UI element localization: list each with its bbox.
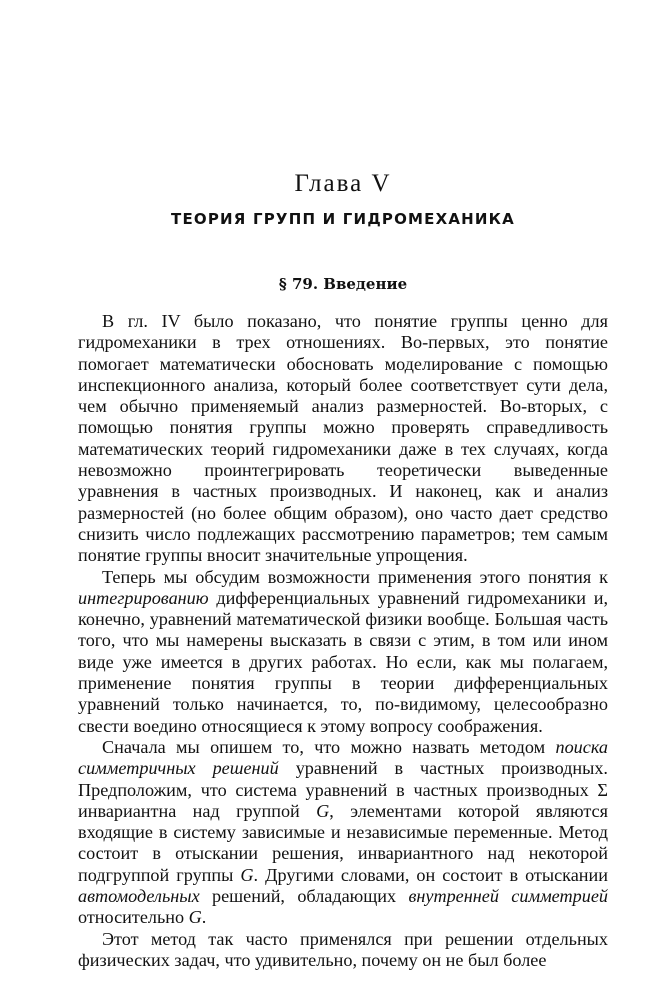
text-run: . — [201, 907, 207, 928]
chapter-title: Глава V — [294, 170, 392, 197]
paragraph-2 — [78, 567, 608, 737]
paragraph-1 — [78, 311, 608, 567]
text-run: дифференциальных уравнений гидромеханики и, конечно, уравнений математической физики вообще. Большая часть того, что мы намерены высказать в связи с этим, в том или ином виде уже имеется в других работах. Но если, как мы полагаем, применение понятия группы в теории дифференциальных уравнений только начинается, то, по-видимому, целесообразно свести воедино относящиеся к этому вопросу соображения. — [78, 587, 608, 736]
body-text — [78, 311, 608, 971]
emphasis-run: G — [316, 800, 330, 821]
text-run: решений, обладающих — [199, 886, 409, 907]
text-run: В гл. IV было показано, что понятие группы ценно для гидромеханики в трех отношениях. Во-первых, это понятие помогает математически обосновать моделирование с помощью инспекционного анализа, который более соответствует сути дела, чем обычно применяемый анализ размерностей. Во-вторых, с помощью понятия группы можно проверять справедливость математических теорий гидромеханики даже в тех случаях, когда невозможно проинтегрировать теоретически выведенные уравнения в частных производных. И наконец, как и анализ размерностей (но более общим образом), оно часто дает средство снизить число подлежащих рассмотрению параметров; тем самым понятие группы вносит значительные упрощения. — [78, 311, 608, 566]
text-run: Теперь мы обсудим возможности применения этого понятия к — [102, 566, 608, 587]
emphasis-run: автомодельных — [78, 886, 200, 907]
text-run: , элементами которой являются входящие в систему зависимые и независимые переменные. Метод состоит в отыскании решения, инвариантного над некоторой подгруппой группы — [78, 800, 608, 885]
text-run: уравнений в частных производных. Предположим, что система уравнений в частных производных Σ инвариантна над группой — [78, 758, 608, 821]
text-run: относительно — [78, 907, 189, 928]
text-run: Этот метод так часто применялся при решении отдельных физических задач, что удивительно, почему он не был более — [78, 928, 608, 970]
emphasis-run: G — [188, 907, 202, 928]
emphasis-run: внутренней симметрией — [408, 886, 608, 907]
text-run: Сначала мы опишем то, что можно назвать методом — [102, 736, 556, 757]
paragraph-4 — [78, 929, 608, 972]
emphasis-run: поиска симметричных решений — [78, 736, 608, 779]
text-run: . Другими словами, он состоит в отыскании — [253, 864, 608, 885]
section-title: § 79. Введение — [278, 275, 408, 293]
emphasis-run: G — [240, 864, 254, 885]
paragraph-3 — [78, 737, 608, 929]
chapter-subtitle: ТЕОРИЯ ГРУПП И ГИДРОМЕХАНИКА — [171, 210, 515, 228]
emphasis-run: интегрированию — [78, 587, 209, 608]
